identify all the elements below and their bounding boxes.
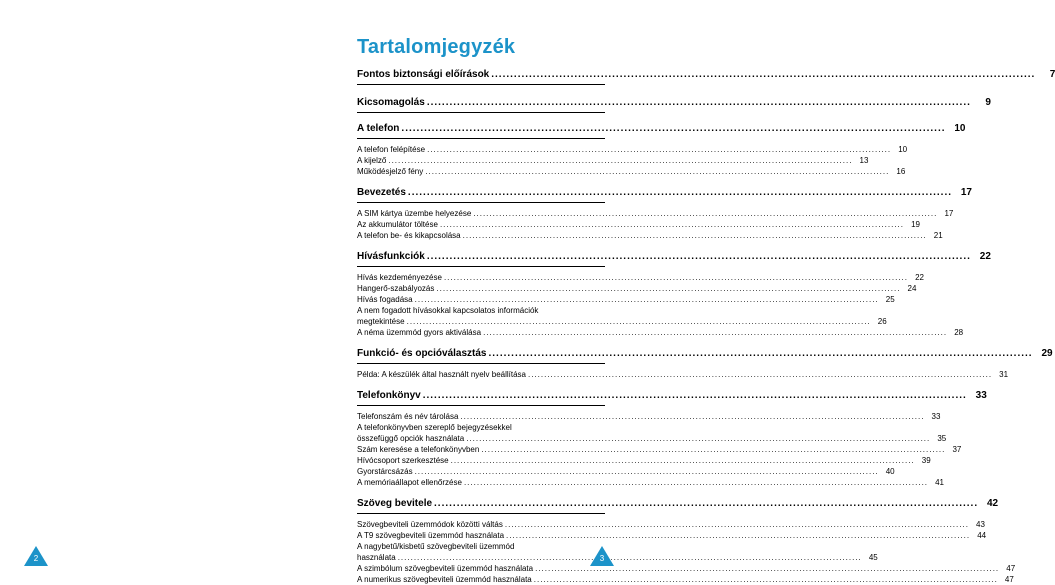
toc-entry-page: 43 (976, 520, 985, 529)
toc-section (357, 250, 991, 338)
toc-entry-label: A memóriaállapot ellenőrzése (357, 478, 462, 487)
toc-leader-dots (423, 389, 967, 403)
toc-entry[interactable] (357, 422, 947, 444)
toc-section-heading[interactable] (357, 250, 991, 264)
toc-entry-list (357, 208, 954, 241)
toc-section-rule (357, 405, 605, 406)
toc-section-heading[interactable] (357, 122, 966, 136)
toc-leader-dots (436, 283, 900, 294)
table-of-contents (357, 68, 1055, 585)
toc-entry-page: 13 (859, 156, 869, 165)
toc-entry[interactable] (357, 477, 945, 488)
toc-entry-list (357, 411, 962, 488)
toc-section-rule (357, 84, 605, 85)
toc-section-rule (357, 112, 605, 113)
toc-entry-list (357, 144, 908, 177)
toc-leader-dots (505, 519, 969, 530)
toc-entry-label: Telefonszám és név tárolása (357, 412, 459, 421)
toc-entry-page: 44 (977, 531, 987, 540)
toc-entry-label: Hívás fogadása (357, 295, 413, 304)
toc-leader-dots (415, 294, 879, 305)
toc-entry-label: A telefon be- és kikapcsolása (357, 231, 461, 240)
toc-heading-label: Telefonkönyv (357, 390, 421, 401)
toc-heading-page: 7 (1049, 69, 1055, 80)
toc-leader-dots (425, 166, 889, 177)
toc-entry[interactable] (357, 327, 964, 338)
toc-leader-dots (491, 68, 1035, 82)
toc-heading-label: Bevezetés (357, 187, 406, 198)
toc-entry-page: 33 (931, 412, 941, 421)
toc-entry-label: Az akkumulátor töltése (357, 220, 438, 229)
toc-entry-label: A SIM kártya üzembe helyezése (357, 209, 472, 218)
toc-entry[interactable] (357, 294, 895, 305)
toc-leader-dots (401, 122, 945, 136)
toc-entry-page: 19 (911, 220, 920, 229)
toc-heading-label: Kicsomagolás (357, 97, 425, 108)
toc-entry-list (357, 369, 1009, 380)
toc-heading-page: 10 (954, 123, 966, 134)
toc-section-heading[interactable] (357, 68, 1055, 82)
toc-leader-dots (466, 433, 930, 444)
toc-entry[interactable] (357, 144, 908, 155)
toc-entry-page: 47 (1006, 564, 1016, 573)
toc-leader-dots (407, 316, 871, 327)
toc-section-heading[interactable] (357, 186, 972, 200)
toc-entry[interactable] (357, 563, 1016, 574)
toc-section (357, 497, 1016, 585)
toc-leader-dots (415, 466, 879, 477)
toc-leader-dots (388, 155, 852, 166)
toc-entry[interactable] (357, 166, 906, 177)
toc-heading-page: 9 (985, 97, 991, 108)
toc-entry[interactable] (357, 466, 895, 477)
toc-leader-dots (506, 530, 970, 541)
toc-leader-dots (427, 144, 891, 155)
toc-entry-label: A T9 szövegbeviteli üzemmód használata (357, 531, 505, 540)
toc-leader-dots (528, 369, 992, 380)
toc-entry-page: 35 (937, 434, 947, 443)
toc-entry-label-continued: összefüggő opciók használata (357, 434, 465, 443)
toc-leader-dots (427, 96, 971, 110)
toc-leader-dots (408, 186, 952, 200)
toc-entry-list (357, 272, 964, 338)
toc-entry-label: Szám keresése a telefonkönyvben (357, 445, 480, 454)
toc-section-heading[interactable] (357, 389, 987, 403)
toc-section-rule (357, 363, 605, 364)
toc-entry-label: A nem fogadott hívásokkal kapcsolatos információk (357, 306, 539, 315)
toc-leader-dots (481, 444, 945, 455)
toc-entry-label: Hívás kezdeményezése (357, 273, 442, 282)
toc-entry-page: 40 (885, 467, 895, 476)
toc-entry-label: A szimbólum szövegbeviteli üzemmód használata (357, 564, 534, 573)
toc-entry[interactable] (357, 541, 878, 563)
toc-leader-dots (464, 477, 928, 488)
toc-entry-label: Hangerő-szabályozás (357, 284, 435, 293)
toc-entry-label-continued: használata (357, 553, 396, 562)
toc-entry[interactable] (357, 219, 920, 230)
toc-section (357, 68, 1055, 85)
toc-entry-label: Példa: A készülék által használt nyelv beállítása (357, 370, 526, 379)
toc-heading-page: 17 (960, 187, 972, 198)
toc-entry[interactable] (357, 411, 941, 422)
toc-section (357, 122, 966, 177)
toc-heading-page: 22 (979, 251, 991, 262)
toc-leader-dots (444, 272, 908, 283)
toc-leader-dots (489, 347, 1033, 361)
toc-section (357, 347, 1053, 380)
toc-heading-page: 29 (1041, 348, 1053, 359)
toc-section-heading[interactable] (357, 497, 999, 511)
toc-entry-label: Szövegbeviteli üzemmódok közötti váltás (357, 520, 503, 529)
toc-entry-page: 47 (1004, 575, 1014, 584)
toc-entry[interactable] (357, 283, 917, 294)
toc-heading-label: Szöveg bevitele (357, 498, 433, 509)
toc-entry-page: 16 (896, 167, 906, 176)
toc-leader-dots (398, 552, 862, 563)
toc-entry-page: 45 (868, 553, 878, 562)
toc-entry[interactable] (357, 305, 887, 327)
toc-entry[interactable] (357, 230, 943, 241)
toc-section-rule (357, 266, 605, 267)
page-number-right: 3 (599, 554, 605, 563)
toc-entry[interactable] (357, 519, 985, 530)
toc-entry-page: 31 (999, 370, 1009, 379)
toc-entry[interactable] (357, 455, 931, 466)
toc-entry-label: A telefonkönyvben szereplő bejegyzésekkel (357, 423, 512, 432)
toc-entry-page: 41 (935, 478, 945, 487)
toc-entry[interactable] (357, 574, 1014, 585)
toc-entry-page: 39 (921, 456, 931, 465)
toc-entry-page: 26 (877, 317, 887, 326)
toc-entry-label: A néma üzemmód gyors aktiválása (357, 328, 482, 337)
toc-entry-label: Működésjelző fény (357, 167, 424, 176)
toc-section-rule (357, 513, 605, 514)
toc-entry-label: A telefon felépítése (357, 145, 426, 154)
toc-section-rule (357, 202, 605, 203)
toc-entry[interactable] (357, 530, 987, 541)
page-title: Tartalomjegyzék (357, 36, 516, 58)
toc-section-heading[interactable] (357, 347, 1053, 361)
toc-heading-page: 42 (986, 498, 999, 509)
toc-leader-dots (427, 250, 971, 264)
toc-entry[interactable] (357, 272, 924, 283)
toc-entry[interactable] (357, 444, 962, 455)
toc-entry-page: 25 (885, 295, 895, 304)
toc-heading-label: Hívásfunkciók (357, 251, 425, 262)
toc-leader-dots (434, 497, 978, 511)
toc-heading-label: Fontos biztonsági előírások (357, 69, 490, 80)
toc-entry-label: A numerikus szövegbeviteli üzemmód használata (357, 575, 532, 584)
toc-leader-dots (534, 574, 998, 585)
toc-section (357, 389, 987, 488)
toc-entry[interactable] (357, 208, 954, 219)
page-number-left: 2 (33, 554, 39, 563)
toc-section-rule (357, 138, 605, 139)
toc-heading-label: A telefon (357, 123, 400, 134)
toc-entry-page: 24 (907, 284, 917, 293)
toc-leader-dots (483, 327, 947, 338)
toc-section (357, 186, 972, 241)
toc-entry[interactable] (357, 369, 1009, 380)
toc-entry-page: 10 (898, 145, 908, 154)
toc-entry-label-continued: megtekintése (357, 317, 405, 326)
toc-entry-label: Gyorstárcsázás (357, 467, 413, 476)
toc-entry[interactable] (357, 155, 869, 166)
toc-entry-list (357, 519, 1016, 585)
toc-leader-dots (451, 455, 915, 466)
toc-heading-page: 33 (975, 390, 987, 401)
toc-entry-label: Hívócsoport szerkesztése (357, 456, 449, 465)
toc-entry-page: 22 (915, 273, 924, 282)
toc-entry-page: 21 (933, 231, 943, 240)
toc-leader-dots (440, 219, 904, 230)
toc-entry-page: 17 (944, 209, 954, 218)
toc-entry-label: A nagybetű/kisbetű szövegbeviteli üzemmód (357, 542, 515, 551)
toc-heading-label: Funkció- és opcióválasztás (357, 348, 487, 359)
toc-leader-dots (463, 230, 927, 241)
toc-entry-page: 28 (954, 328, 964, 337)
toc-leader-dots (473, 208, 937, 219)
toc-leader-dots (460, 411, 924, 422)
toc-section-heading[interactable] (357, 96, 991, 110)
toc-section (357, 96, 991, 113)
toc-entry-page: 37 (952, 445, 962, 454)
toc-entry-label: A kijelző (357, 156, 387, 165)
